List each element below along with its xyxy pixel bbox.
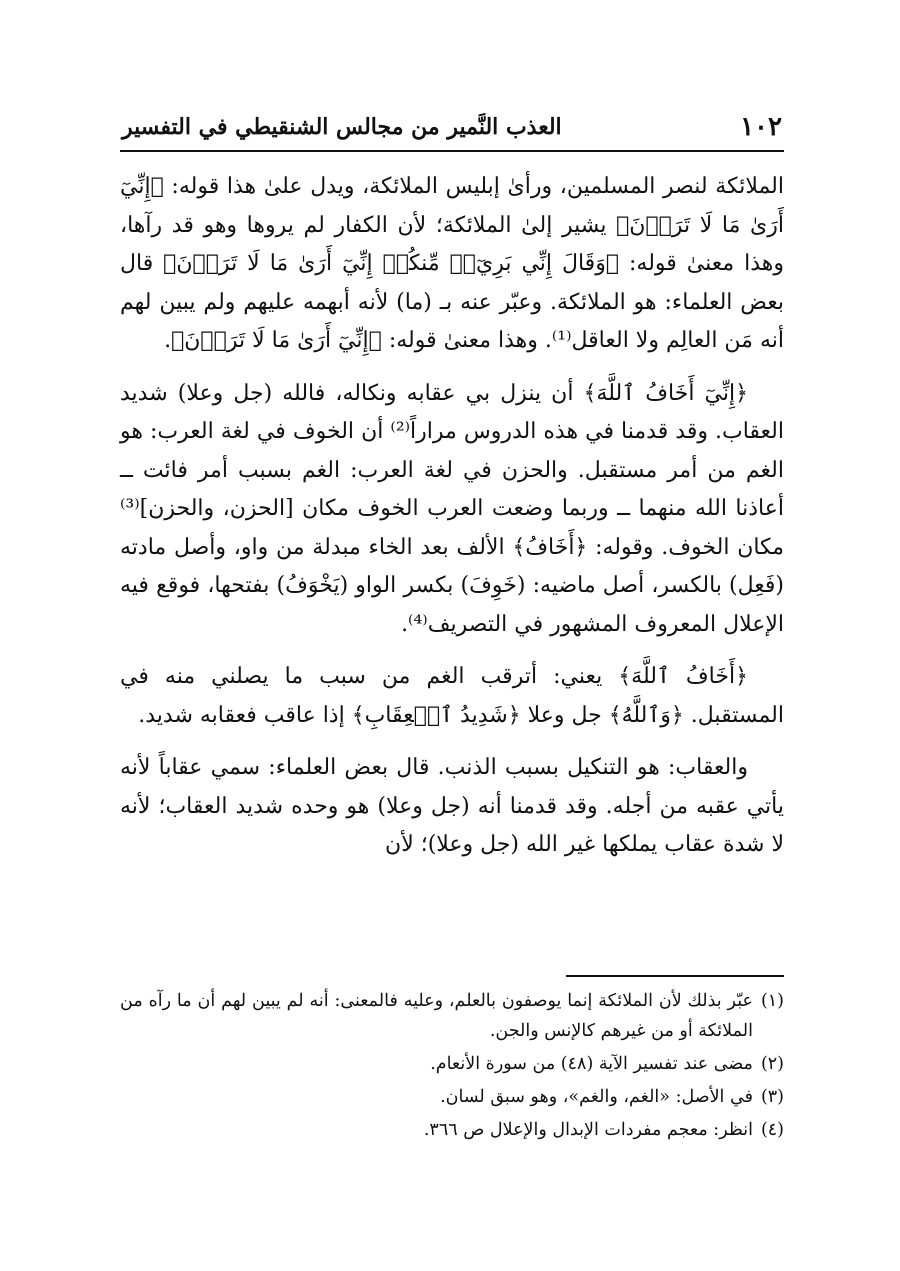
paragraph: الملائكة لنصر المسلمين، ورأىٰ إبليس الملائكة، ويدل علىٰ هذا قوله: ﴿إِنِّيٓ أَرَىٰ مَا لَا تَرَوۡنَ﴾ يشير إلىٰ الملائكة؛ لأن الكفار لم يروها وهو قد رآها، وهذا معنىٰ قوله: ﴿وَقَالَ إِنِّي بَرِيٓءٞ مِّنكُمۡ إِنِّيٓ أَرَىٰ مَا لَا تَرَوۡنَ﴾ قال بعض العلماء: هو الملائكة. وعبّر عنه بـ (ما) لأنه أبهمه عليهم ولم يبين لهم أنه مَن العالِم ولا العاقل⁽¹⁾. وهذا معنىٰ قوله: ﴿إِنِّيٓ أَرَىٰ مَا لَا تَرَوۡنَ﴾.	[120, 174, 784, 353]
footnote	[120, 986, 784, 1046]
footnote-text: انظر: معجم مفردات الإبدال والإعلال ص ٣٦٦.	[423, 1120, 753, 1140]
paragraph: ﴿إِنِّيٓ أَخَافُ ٱللَّهَ﴾ أن ينزل بي عقابه ونكاله، فالله (جل وعلا) شديد العقاب. وقد قدمنا في هذه الدروس مراراً⁽²⁾ أن الخوف في لغة العرب: هو الغم من أمر مستقبل. والحزن في لغة العرب: الغم بسبب أمر فائت ــ أعاذنا الله منهما ــ وربما وضعت العرب الخوف مكان [الحزن، والحزن]⁽³⁾ مكان الخوف. وقوله: ﴿أَخَافُ﴾ الألف بعد الخاء مبدلة من واو، وأصل مادته (فَعِل) بالكسر، أصل ماضيه: (خَوِفَ) بكسر الواو (يَخْوَفُ) بفتحها، فوقع فيه الإعلال المعروف المشهور في التصريف⁽⁴⁾.	[120, 380, 784, 637]
footnote	[120, 1082, 784, 1112]
paragraph: ﴿أَخَافُ ٱللَّهَ﴾ يعني: أترقب الغم من سبب ما يصلني منه في المستقبل. ﴿وَٱللَّهُ﴾ جل وعلا ﴿شَدِيدُ ٱلۡعِقَابِ﴾ إذا عاقب فعقابه شديد.	[120, 664, 784, 728]
footnote-separator	[566, 975, 784, 977]
footnote-text: عبّر بذلك لأن الملائكة إنما يوصفون بالعلم، وعليه فالمعنى: أنه لم يبين لهم أن ما رآه من الملائكة أو من غيرهم كالإنس والجن.	[120, 991, 753, 1041]
running-title: العذب النَّمير من مجالس الشنقيطي في التفسير	[122, 114, 562, 140]
footnote-text: في الأصل: «الغم، والغم»، وهو سبق لسان.	[440, 1087, 753, 1107]
page-number: ١٠٢	[740, 112, 782, 142]
footnote	[120, 1115, 784, 1145]
footnote-number: (٢)	[760, 1054, 784, 1074]
footnote-number: (٣)	[760, 1087, 784, 1107]
header-rule	[120, 150, 784, 152]
main-text	[120, 168, 784, 879]
footnote-number: (٤)	[760, 1120, 784, 1140]
footnotes	[120, 986, 784, 1148]
paragraph: والعقاب: هو التنكيل بسبب الذنب. قال بعض العلماء: سمي عقاباً لأنه يأتي عقبه من أجله. وقد قدمنا أنه (جل وعلا) هو وحده شديد العقاب؛ لأنه لا شدة عقاب يملكها غير الله (جل وعلا)؛ لأن	[120, 755, 784, 857]
footnote-text: مضى عند تفسير الآية (٤٨) من سورة الأنعام.	[430, 1054, 753, 1074]
page-header	[122, 112, 782, 148]
footnote	[120, 1049, 784, 1079]
footnote-number: (١)	[760, 991, 784, 1011]
